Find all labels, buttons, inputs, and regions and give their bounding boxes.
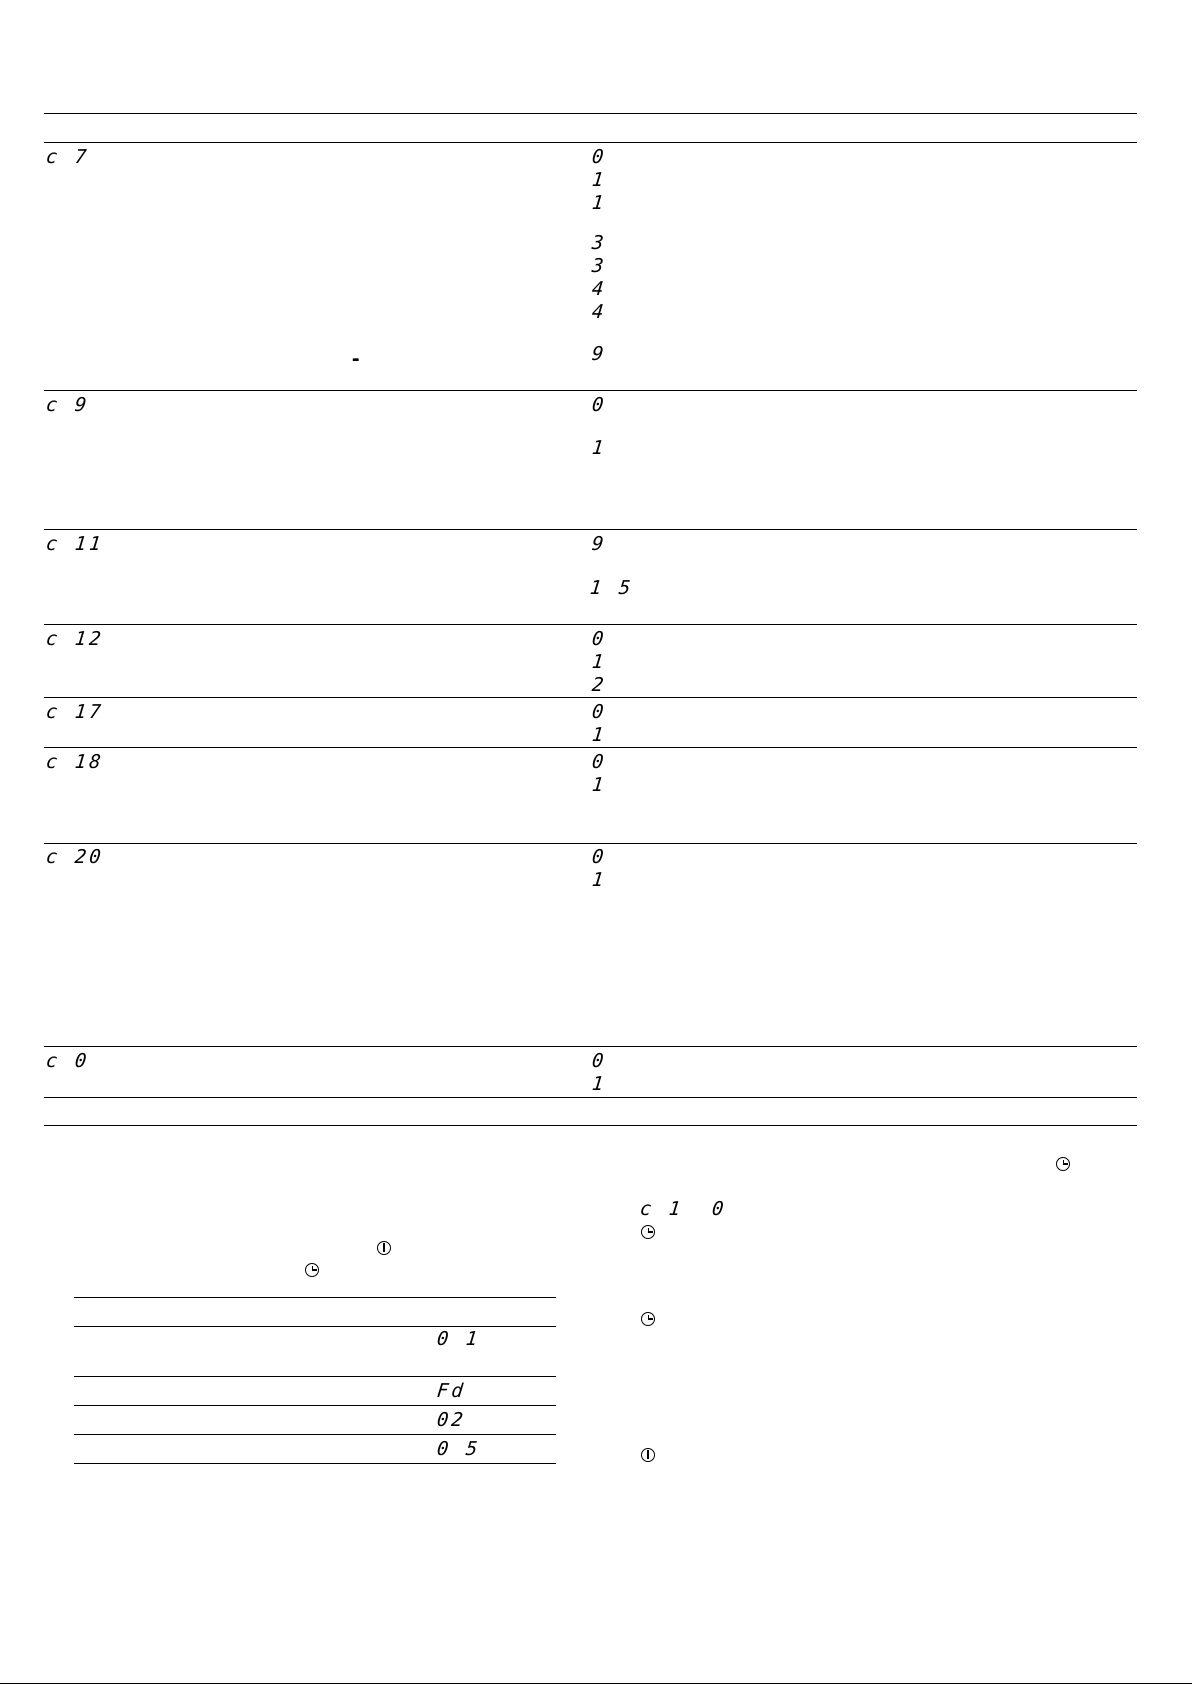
- row-divider: [74, 1434, 556, 1435]
- table-top-rule: [44, 113, 1137, 114]
- setting-value: 9: [590, 533, 608, 555]
- setting-value: 1: [590, 437, 608, 459]
- setting-value: 0: [590, 701, 608, 723]
- table-header-rule: [44, 142, 1137, 143]
- error-code: Fd: [435, 1380, 468, 1402]
- power-icon: [377, 1241, 391, 1255]
- table-header-rule: [74, 1326, 556, 1327]
- error-code: 0 1: [435, 1328, 482, 1350]
- page-bottom-rule: [0, 1683, 1192, 1684]
- setting-value: 0: [590, 846, 608, 868]
- setting-value: 1: [590, 651, 608, 673]
- setting-code: c 20: [44, 846, 105, 868]
- setting-value: 0: [590, 628, 608, 650]
- setting-code: c 7: [44, 146, 91, 168]
- setting-code: c 18: [44, 751, 105, 773]
- setting-value: 1: [590, 869, 608, 891]
- setting-value: 1 5: [588, 577, 635, 599]
- row-divider: [44, 624, 1137, 625]
- step-value: 0: [710, 1198, 728, 1220]
- setting-value: 1: [590, 169, 608, 191]
- setting-value: 0: [590, 1050, 608, 1072]
- setting-code: c 11: [44, 533, 105, 555]
- setting-value: 1: [590, 192, 608, 214]
- table-top-rule: [74, 1297, 556, 1298]
- row-divider: [44, 747, 1137, 748]
- setting-value: 2: [590, 674, 608, 696]
- dash-mark: -: [350, 348, 365, 370]
- setting-value: 3: [590, 255, 608, 277]
- row-divider: [44, 697, 1137, 698]
- row-divider: [44, 529, 1137, 530]
- error-code: 02: [435, 1409, 468, 1431]
- clock-icon: [641, 1225, 655, 1239]
- row-divider: [44, 1097, 1137, 1098]
- setting-value: 1: [590, 724, 608, 746]
- table-bottom-rule: [74, 1463, 556, 1464]
- row-divider: [74, 1376, 556, 1377]
- setting-code: c 17: [44, 701, 105, 723]
- row-divider: [74, 1405, 556, 1406]
- setting-value: 0: [590, 751, 608, 773]
- table-bottom-rule: [44, 1125, 1137, 1126]
- row-divider: [44, 390, 1137, 391]
- setting-value: 1: [590, 1073, 608, 1095]
- setting-code: c 12: [44, 628, 105, 650]
- clock-icon: [1056, 1157, 1070, 1171]
- power-icon: [641, 1448, 655, 1462]
- row-divider: [44, 1046, 1137, 1047]
- setting-code: c 9: [44, 394, 91, 416]
- setting-value: 0: [590, 394, 608, 416]
- step-code: c 1: [638, 1198, 685, 1220]
- setting-value: 9: [590, 343, 608, 365]
- error-code: 0 5: [435, 1438, 482, 1460]
- setting-value: 4: [590, 278, 608, 300]
- setting-value: 1: [590, 774, 608, 796]
- setting-value: 0: [590, 146, 608, 168]
- setting-value: 3: [590, 232, 608, 254]
- clock-icon: [641, 1312, 655, 1326]
- setting-value: 4: [590, 301, 608, 323]
- row-divider: [44, 843, 1137, 844]
- clock-icon: [305, 1263, 319, 1277]
- setting-code: c 0: [44, 1050, 91, 1072]
